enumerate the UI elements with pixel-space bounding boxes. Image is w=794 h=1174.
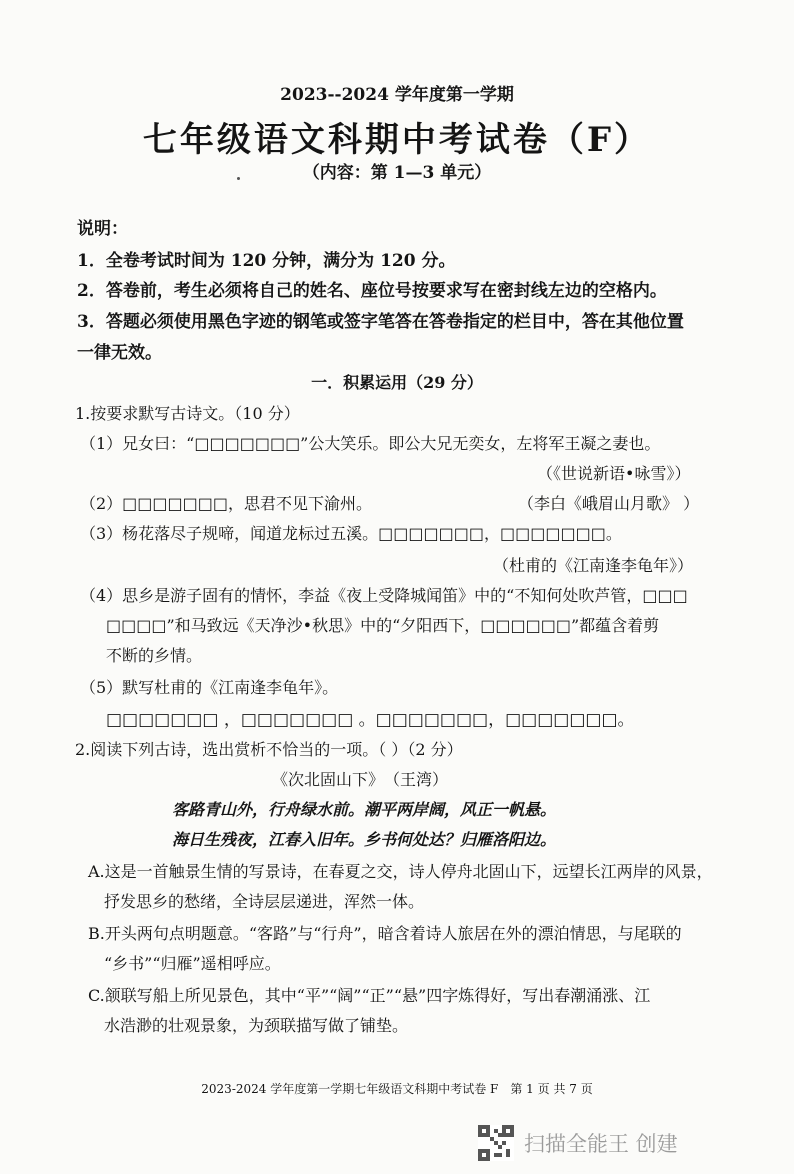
scanner-watermark: [478, 1125, 678, 1161]
speck-mark: [237, 177, 240, 180]
poem-line-2: 海日生残夜，江春入旧年。乡书何处达？归雁洛阳边。: [172, 830, 557, 849]
q1-part4-line3: 不断的乡情。: [106, 646, 203, 665]
q1-stem: 1.按要求默写古诗文。（10 分）: [75, 404, 300, 423]
q1-part3-source: （杜甫的《江南逢李龟年》）: [493, 556, 694, 575]
option-b-line2: “乡书”“归雁”遥相呼应。: [104, 954, 281, 973]
q1-part4-line2: □□□□”和马致远《天净沙•秋思》中的“夕阳西下，□□□□□□”都蕴含着剪: [106, 616, 660, 635]
option-c-line2: 水浩渺的壮观景象，为颈联描写做了铺垫。: [104, 1016, 409, 1035]
instruction-3-line1: 3．答题必须使用黑色字迹的钢笔或签字笔答在答卷指定的栏目中，答在其他位置: [77, 312, 684, 332]
section-title: 一．积累运用（29 分）: [311, 373, 483, 392]
q1-part2-source: （李白《峨眉山月歌》 ）: [518, 494, 700, 513]
option-c-line1: C.颔联写船上所见景色，其中“平”“阔”“正”“悬”四字炼得好，写出春潮涌涨、江: [88, 986, 651, 1005]
page-footer: 2023-2024 学年度第一学期七年级语文科期中考试卷 F 第 1 页 共 7 页: [201, 1082, 593, 1096]
q1-part1: （1）兄女曰：“□□□□□□□”公大笑乐。即公大兄无奕女，左将军王凝之妻也。: [80, 434, 661, 453]
q1-part4-line1: （4）思乡是游子固有的情怀，李益《夜上受降城闻笛》中的“不知何处吹芦管，□□□: [80, 586, 688, 605]
option-b-line1: B.开头两句点明题意。“客路”与“行舟”，暗含着诗人旅居在外的漂泊情思，与尾联的: [88, 924, 682, 943]
poem-line-1: 客路青山外，行舟绿水前。潮平两岸阔，风正一帆悬。: [172, 800, 557, 819]
q2-stem: 2.阅读下列古诗，选出赏析不恰当的一项。（ ）（2 分）: [75, 740, 463, 759]
q1-part1-source: （《世说新语•咏雪》）: [537, 464, 691, 483]
instruction-2: 2．答卷前，考生必须将自己的姓名、座位号按要求写在密封线左边的空格内。: [77, 281, 667, 301]
instructions-heading: 说明：: [77, 219, 128, 239]
exam-scope: （内容：第 1—3 单元）: [302, 163, 492, 183]
option-a-line1: A.这是一首触景生情的写景诗，在春夏之交，诗人停舟北固山下，远望长江两岸的风景，: [88, 862, 713, 881]
q1-part2: （2）□□□□□□□，思君不见下渝州。: [80, 494, 373, 513]
scanner-watermark-text: 扫描全能王 创建: [524, 1132, 678, 1156]
exam-title: 七年级语文科期中考试卷（F）: [142, 120, 652, 160]
q1-part3: （3）杨花落尽子规啼，闻道龙标过五溪。□□□□□□□，□□□□□□□。: [80, 524, 622, 543]
option-a-line2: 抒发思乡的愁绪，全诗层层递进，浑然一体。: [104, 892, 425, 911]
q1-part5-blanks: □□□□□□□ ，□□□□□□□ 。□□□□□□□，□□□□□□□。: [106, 710, 635, 730]
qr-code-icon: [478, 1125, 514, 1161]
instruction-1: 1．全卷考试时间为 120 分钟，满分为 120 分。: [77, 251, 456, 271]
instruction-3-line2: 一律无效。: [77, 343, 162, 363]
q1-part5: （5）默写杜甫的《江南逢李龟年》。: [80, 678, 339, 697]
term-line: 2023--2024 学年度第一学期: [280, 85, 514, 105]
poem-title: 《次北固山下》 （王湾）: [272, 770, 449, 789]
